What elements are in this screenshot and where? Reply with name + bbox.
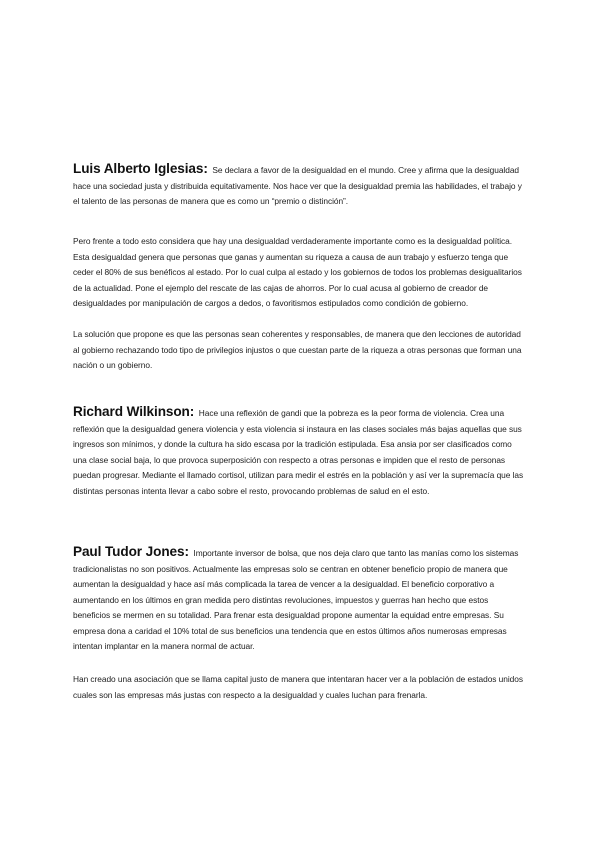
section-heading-wilkinson: Richard Wilkinson: [73, 404, 195, 419]
section-jones-intro [73, 544, 525, 655]
section-heading-iglesias: Luis Alberto Iglesias: [73, 161, 208, 176]
section-wilkinson-lead-text: Hace una reflexión de gandi que la pobreza es la peor forma de violencia. Crea una reflexión que la desigualdad genera violencia y esta violencia si instaura en las clases sociales más bajas aquellas que sus ingresos son mínimos, y donde la cultura ha sido escasa por la tradición estipulada. Esa ansia por ser clasificados como una clase social baja, lo que provoca superposición con respecto a otras personas e impiden que el resto de personas puedan progresar. Mediante el llamado cortisol, utilizan para medir el estrés en la población y así ver la supremacía que las distintas personas intenta llevar a cabo sobre el resto, provocando problemas de salud en el esto. [73, 408, 524, 496]
section-jones-lead-text: Importante inversor de bolsa, que nos deja claro que tanto las manías como los sistemas tradicionalistas no son positivos. Actualmente las empresas solo se centran en obtener beneficio propio de manera que aumentan la desigualdad y hace así más complicada la tarea de vencer a la desigualdad. El beneficio corporativo a aumentando en los últimos en gran medida pero distintas revoluciones, impuestos y guerras han hecho que estos beneficios se mermen en su totalidad. Para frenar esta desigualdad propone aumentar la equidad entre empresas. Su empresa dona a caridad el 10% total de sus beneficios una tendencia que en estos últimos años numerosas empresas intentan implantar en la manera normal de actuar. [73, 548, 519, 651]
section-iglesias-intro [73, 161, 525, 210]
section-iglesias-paragraph: La solución que propone es que las personas sean coherentes y responsables, de manera que den lecciones de autoridad al gobierno rechazando todo tipo de privilegios injustos o que cuestan parte de la riqueza a otras personas que forman una nación o un gobierno. [73, 329, 522, 370]
section-iglesias-lead-text: Se declara a favor de la desigualdad en el mundo. Cree y afirma que la desigualdad hace una sociedad justa y distribuida equitativamente. Nos hace ver que la desigualdad premia las habilidades, el trabajo y el talento de las personas de manera que es como un “premio o distinción”. [73, 165, 522, 206]
section-iglesias-paragraph: Pero frente a todo esto considera que hay una desigualdad verdaderamente importante como es la desigualdad política. Esta desigualdad genera que personas que ganas y aumentan su riqueza a causa de aun trabajo y esfuerzo tenga que ceder el 80% de sus benéficos al estado. Por lo cual culpa al estado y los gobiernos de todos los problemas desigualitarios de la actualidad. Pone el ejemplo del rescate de las cajas de ahorros. Por lo cual acusa al gobierno de creador de desigualdades por manipulación de cargos a dedos, o favoritismos estipulados como condición de gobierno. [73, 236, 522, 308]
section-wilkinson-intro [73, 404, 525, 499]
section-heading-jones: Paul Tudor Jones: [73, 544, 189, 559]
section-jones-paragraph: Han creado una asociación que se llama capital justo de manera que intentaran hacer ver a la población de estados unidos cuales son las empresas más justas con respecto a la desigualdad y cuales luchan para frenarla. [73, 674, 523, 700]
